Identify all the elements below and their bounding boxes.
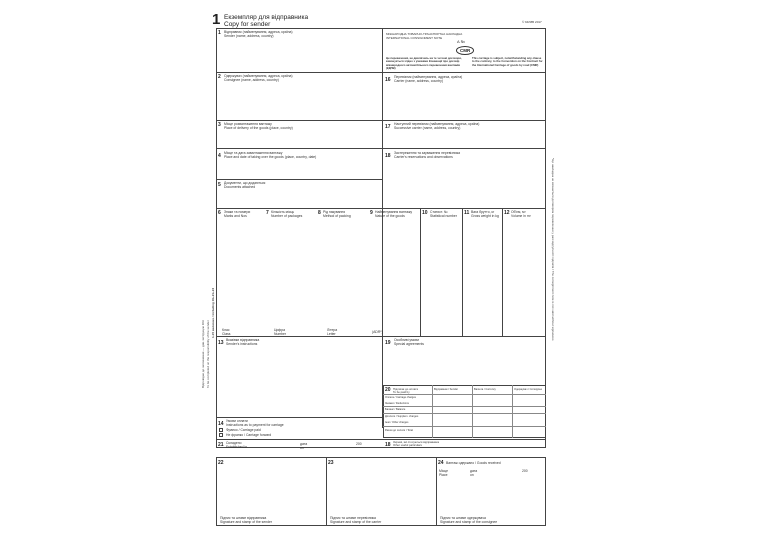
class-label-ua: Клас — [222, 328, 230, 332]
field-4-label-en: Place and date of taking over the goods (place, country, date) — [224, 155, 317, 159]
field-21-date-en: on — [300, 446, 304, 450]
field-8-label-ua: Рід пакування — [323, 210, 346, 214]
number-label-ua: Цифра — [274, 328, 285, 332]
payment-col-2 — [472, 385, 473, 438]
field-8-label-en: Method of packing — [323, 214, 351, 218]
field-20-label-ua: Підлягає до оплати — [393, 387, 419, 391]
field-21-date-ua: дата — [300, 442, 308, 446]
side-note-right: *Ця накладна не визнається договором перевезення у разі відсутності підписів / The consignment note is not valid without signatures — [551, 158, 555, 341]
field-2-label-en: Consignee (name, address, country) — [224, 78, 279, 82]
field-17-number: 17 — [385, 124, 391, 130]
field-11-number: 11 — [464, 210, 470, 216]
number-label: A № — [457, 39, 465, 44]
payment-row-line — [383, 426, 546, 427]
col-line-11 — [462, 208, 463, 336]
field-24-date-en: on — [470, 473, 474, 477]
row-line-goods — [216, 208, 546, 209]
field-5-label-en: Documents attached — [224, 185, 256, 189]
signature-col-2 — [436, 457, 437, 526]
field-13-label-ua: Вказівки відправника — [226, 338, 260, 342]
field-2-label-ua: Одержувач (найменування, адреса, країна) — [224, 74, 293, 78]
payment-row-label: Баланс / Balance — [385, 408, 406, 411]
field-24-title: Вантаж одержано / Goods received — [446, 461, 501, 465]
field-1-label-ua: Відправник (найменування, адреса, країна) — [224, 30, 293, 34]
field-21-number: 21 — [218, 442, 224, 448]
field-14-number: 14 — [218, 421, 224, 427]
field-22-signature-en: Signature and stamp of the sender — [220, 520, 273, 524]
row-line-5 — [216, 179, 382, 180]
field-13-number: 13 — [218, 340, 224, 346]
field-24-number: 24 — [438, 460, 444, 466]
field-11-label-ua: Вага брутто, кг — [471, 210, 495, 214]
cmr-form-sheet — [182, 8, 562, 528]
field-16-number: 16 — [385, 77, 391, 83]
field-12-label-en: Volume in m³ — [511, 214, 531, 218]
carriage-paid-label: Франко / Carriage paid — [226, 428, 261, 432]
field-7-number: 7 — [266, 210, 269, 216]
payment-row-line — [383, 413, 546, 414]
convention-en: This carriage is subject, notwithstanding any clause to the contrary, to the Convention on the Contract for the International Carriage of goods by road (CMR) — [472, 56, 543, 67]
letter-label-en: Letter — [327, 332, 336, 336]
field-23-number: 23 — [328, 460, 334, 466]
field-6-number: 6 — [218, 210, 221, 216]
payment-header-sender: Відправник / Sender — [434, 388, 459, 391]
field-24-signature-en: Signature and stamp of the consignee — [440, 520, 498, 524]
field-9-label-ua: Найменування вантажу — [375, 210, 413, 214]
field-20-number: 20 — [385, 387, 391, 393]
field-11-label-en: Gross weight in kg — [471, 214, 499, 218]
row-line-3 — [216, 120, 546, 121]
field-16-label-ua: Перевізник (найменування, адреса, країна) — [394, 75, 463, 79]
field-18-label-en: Carrier's reservations and observations — [394, 155, 453, 159]
field-24-signature-ua: Підпис та штамп одержувача — [440, 516, 486, 520]
field-24-place-ua: Місце — [439, 469, 449, 473]
field-18b-label-en: Other useful particulars — [393, 443, 422, 447]
signature-col-1 — [326, 457, 327, 526]
carriage-forward-label: Не франко / Carriage forward — [226, 433, 272, 437]
field-10-number: 10 — [422, 210, 428, 216]
payment-row-label: Оплата / Carriage charges — [385, 396, 416, 399]
field-24-year: 200 — [522, 469, 528, 473]
field-18-number: 18 — [385, 153, 391, 159]
field-6-label-ua: Знаки та номери — [224, 210, 251, 214]
form-code: © 94/985 2017 — [522, 20, 542, 24]
copy-number: 1 — [212, 11, 221, 28]
field-13-label-en: Sender's instructions — [226, 342, 258, 346]
convention-ua: Це перевезення, не дивлячись на те чи інші договори, виконується згідно з умовами Конвенції про договір міжнародного автомобільного перевезення вантажів (КДПВ) — [386, 56, 462, 70]
field-14-label-ua: Умови оплати — [226, 419, 248, 423]
field-4-number: 4 — [218, 153, 221, 159]
center-divider — [382, 28, 383, 428]
field-17-label-ua: Наступний перевізник (найменування, адреса, країна) — [394, 122, 480, 126]
side-note-left-1: Відповідно до заповнення — див. інструкцію IRU — [201, 320, 205, 388]
field-9-number: 9 — [370, 210, 373, 216]
row-line-2 — [216, 72, 546, 73]
field-19-label-ua: Особливі умови — [394, 338, 419, 342]
payment-header-consignee: Одержувач / Consignee — [514, 388, 543, 391]
field-12-label-ua: Об'єм, м³ — [511, 210, 526, 214]
number-label-en: Number — [274, 332, 287, 336]
field-10-label-en: Statistical number — [430, 214, 457, 218]
side-note-left-2: To be completed on the responsibility of the sender — [206, 320, 210, 388]
row-line-13 — [216, 336, 546, 337]
field-23-signature-en: Signature and stamp of the carrier — [330, 520, 382, 524]
consignment-en: INTERNATIONAL CONSIGNMENT NOTE — [386, 36, 443, 40]
field-7-label-ua: Кількість місць — [271, 210, 295, 214]
field-3-label-en: Place of delivery of the goods (place, country) — [224, 126, 293, 130]
carriage-paid-checkbox[interactable] — [219, 428, 223, 432]
field-4-label-ua: Місце та дата завантаження вантажу — [224, 151, 283, 155]
field-8-number: 8 — [318, 210, 321, 216]
row-line-4 — [216, 148, 546, 149]
field-10-label-ua: Статист. № — [430, 210, 448, 214]
payment-col-3 — [512, 385, 513, 438]
field-18-label-ua: Застереження та зауваження перевізника — [394, 151, 461, 155]
field-5-label-ua: Документи, що додаються — [224, 181, 266, 185]
field-22-signature-ua: Підпис та штамп відправника — [220, 516, 267, 520]
col-line-10 — [420, 208, 421, 336]
payment-row-label: Разом до оплати / Total — [385, 429, 413, 432]
field-1-label-en: Sender (name, address, country) — [224, 34, 274, 38]
field-19-number: 19 — [385, 340, 391, 346]
field-19-label-en: Special agreements — [394, 342, 424, 346]
row-line-21 — [216, 439, 546, 440]
field-12-number: 12 — [504, 210, 510, 216]
field-6-label-en: Marks and Nos — [224, 214, 247, 218]
field-1-number: 1 — [218, 30, 221, 36]
field-20-label-en: To be paid by — [393, 390, 410, 394]
copy-title-en: Copy for sender — [224, 21, 271, 28]
payment-row-line — [383, 406, 546, 407]
adr-label: (ADR*) — [372, 330, 383, 334]
carriage-forward-checkbox[interactable] — [219, 433, 223, 437]
field-16-label-en: Carrier (name, address, country) — [394, 79, 443, 83]
field-18b-number: 18 — [385, 442, 391, 448]
field-24-place-en: Place — [439, 473, 448, 477]
field-9-label-en: Nature of the goods — [375, 214, 405, 218]
field-21-label-en: Established in — [226, 445, 248, 449]
consignment-ua: МІЖНАРОДНА ТОВАРНО-ТРАНСПОРТНА НАКЛАДНА — [386, 32, 463, 36]
cmr-logo: CMR — [456, 46, 474, 55]
payment-row-label: Знижки / Deductions — [385, 402, 409, 405]
col-line-12 — [502, 208, 503, 336]
field-22-number: 22 — [218, 460, 224, 466]
field-3-number: 3 — [218, 122, 221, 128]
field-14-label-en: Instructions as to payment for carriage — [226, 423, 284, 427]
field-23-signature-ua: Підпис та штамп перевізника — [330, 516, 376, 520]
payment-row-label: Інші / Other charges — [385, 421, 409, 424]
field-21-year: 200 — [356, 442, 362, 446]
letter-label-ua: Літера — [327, 328, 338, 332]
side-note-left-3: 1-15 включно / including 19+21+22 — [211, 287, 215, 338]
payment-row-label: Доплати / Supplem. charges — [385, 415, 419, 418]
field-5-number: 5 — [218, 182, 221, 188]
row-line-14 — [216, 417, 382, 418]
payment-header-currency: Валюта / Currency — [474, 388, 496, 391]
field-21-label-ua: Складено — [226, 441, 242, 445]
field-17-label-en: Successive carrier (name, address, country) — [394, 126, 461, 130]
field-7-label-en: Number of packages — [271, 214, 303, 218]
field-2-number: 2 — [218, 74, 221, 80]
payment-row-line — [383, 394, 546, 395]
class-label-en: Class — [222, 332, 231, 336]
payment-col-1 — [432, 385, 433, 438]
field-18b-label-ua: Окремі, які стосуються відправника — [393, 440, 440, 444]
field-24-date-ua: дата — [470, 469, 478, 473]
field-3-label-ua: Місце розвантаження вантажу — [224, 122, 272, 126]
copy-title-ua: Екземпляр для відправника — [224, 14, 309, 21]
